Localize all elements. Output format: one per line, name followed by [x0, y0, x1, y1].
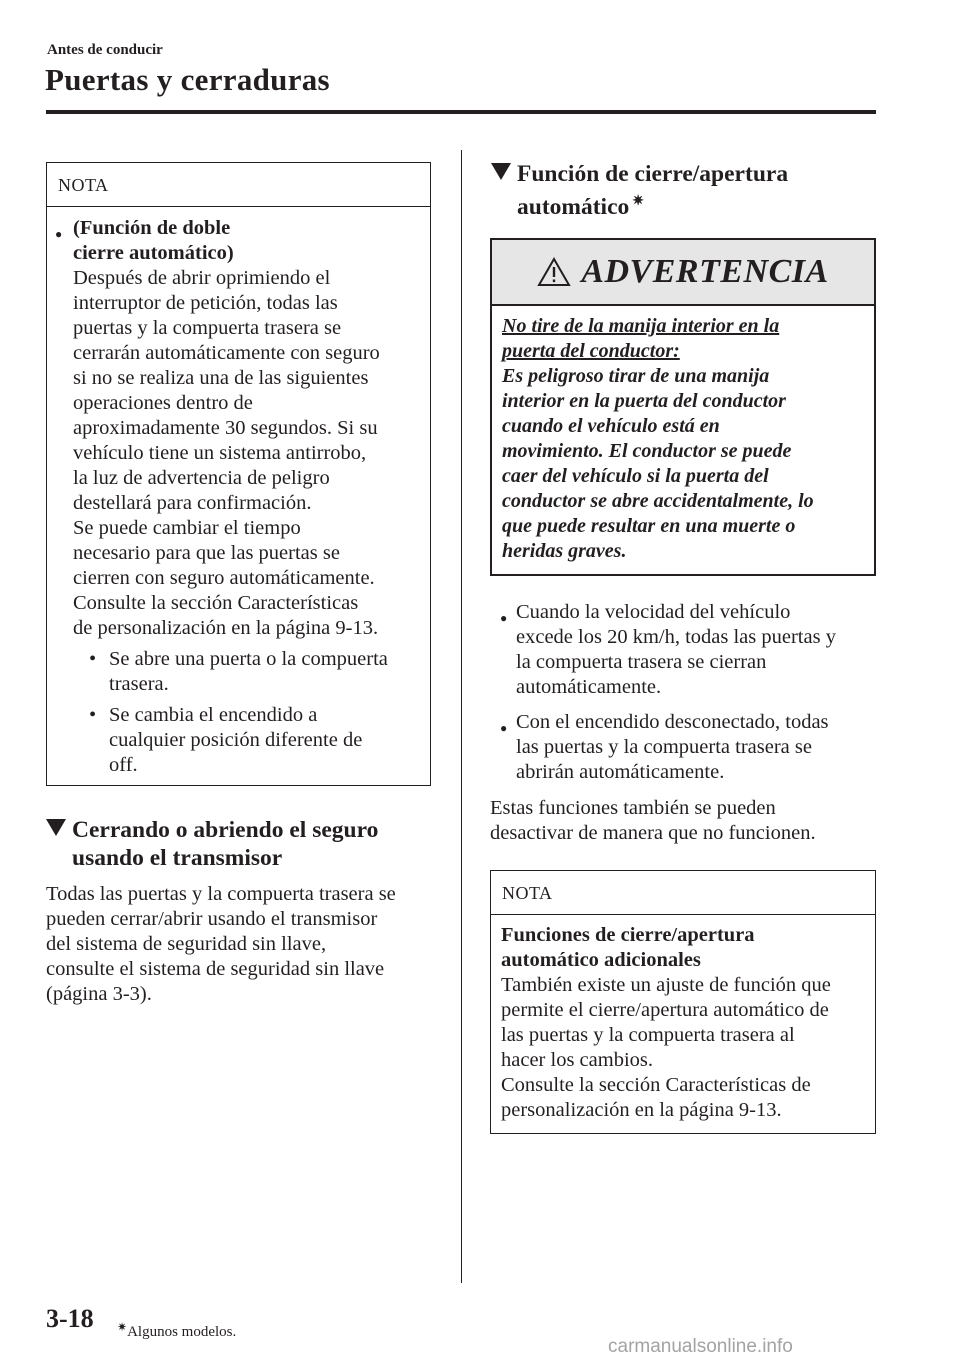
note-item-title: (Función de doble cierre automático) [73, 217, 234, 264]
footnote [117, 1320, 236, 1341]
text-line: del sistema de seguridad sin llave, [46, 933, 327, 955]
text-line: cuando el vehículo está en [502, 415, 720, 437]
text-line: Consulte la sección Características de [501, 1074, 811, 1096]
note-label: NOTA [491, 871, 875, 915]
text-line: la luz de advertencia de peligro [73, 467, 330, 489]
text-line: las puertas y la compuerta trasera al [501, 1024, 795, 1046]
text-line: hacer los cambios. [501, 1049, 653, 1071]
note-sub-item [73, 647, 422, 697]
text-line: interruptor de petición, todas las [73, 292, 338, 314]
text-line: heridas graves. [502, 540, 627, 562]
note-sub-list [73, 647, 422, 778]
section-title-line: automático [517, 193, 630, 220]
text-line: consulte el sistema de seguridad sin llave [46, 958, 385, 980]
warning-title: ADVERTENCIA [581, 253, 829, 290]
text-line: personalización en la página 9-13. [501, 1099, 782, 1121]
page-title: Puertas y cerraduras [45, 62, 330, 97]
section-title-line: usando el transmisor [72, 845, 283, 871]
text-line: cualquier posición diferente de [109, 729, 363, 751]
text-line: Cuando la velocidad del vehículo [516, 601, 791, 623]
text-line: que puede resultar en una muerte o [502, 515, 796, 537]
text-line: Estas funciones también se pueden [490, 797, 776, 819]
page-number: 3-18 [46, 1304, 94, 1333]
text-line: de personalización en la página 9-13. [73, 617, 379, 639]
some-models-mark: ✷ [632, 194, 644, 209]
note-box-double-lock [46, 162, 431, 786]
text-line: necesario para que las puertas se [73, 542, 340, 564]
text-line: desactivar de manera que no funcionen. [490, 822, 816, 844]
list-item [490, 710, 880, 785]
text-line: aproximadamente 30 segundos. Si su [73, 417, 378, 439]
note-title [501, 923, 867, 973]
text-line: cierren con seguro automáticamente. [73, 567, 375, 589]
list-item [490, 600, 880, 700]
footnote-text: Algunos modelos. [127, 1324, 237, 1340]
section-title-line: Función de cierre/apertura [517, 161, 789, 187]
text-line: (página 3-3). [46, 983, 152, 1005]
text-line: También existe un ajuste de función que [501, 974, 831, 996]
text-line: permite el cierre/apertura automático de [501, 999, 829, 1021]
text-line: abrirán automáticamente. [516, 761, 725, 783]
note-list-item [47, 216, 422, 778]
text-line: trasera. [109, 673, 169, 695]
warning-box [490, 238, 876, 576]
text-line: las puertas y la compuerta trasera se [516, 736, 812, 758]
transmitter-paragraph [46, 882, 446, 1007]
text-line: Todas las puertas y la compuerta trasera se [46, 883, 396, 905]
text-line: puerta del conductor: [502, 340, 680, 362]
text-line: destellará para confirmación. [73, 492, 312, 514]
section-triangle-icon [46, 819, 66, 836]
section-title-line: Cerrando o abriendo el seguro [72, 817, 379, 843]
text-line: Después de abrir oprimiendo el [73, 267, 331, 289]
warning-subtitle [502, 314, 864, 364]
text-line: automáticamente. [516, 676, 662, 698]
text-line: Consulte la sección Características [73, 592, 359, 614]
text-line: Con el encendido desconectado, todas [516, 711, 829, 733]
warning-body [492, 306, 874, 564]
auto-lock-bullets [490, 600, 880, 795]
text-line: pueden cerrar/abrir usando el transmisor [46, 908, 378, 930]
bullet-icon: ● [55, 227, 63, 241]
text-line: automático adicionales [501, 949, 701, 971]
text-line: operaciones dentro de [73, 392, 253, 414]
text-line: conductor se abre accidentalmente, lo [502, 490, 814, 512]
bullet-icon: ● [500, 721, 508, 735]
text-line: off. [109, 754, 138, 776]
section-triangle-icon [491, 163, 511, 180]
note-sub-item [73, 703, 422, 778]
text-line: Funciones de cierre/apertura [501, 924, 755, 946]
bullet-icon: • [89, 704, 97, 726]
section-title-transmitter [46, 816, 378, 872]
note-label: NOTA [47, 163, 430, 207]
warning-header [492, 240, 874, 306]
text-line: la compuerta trasera se cierran [516, 651, 767, 673]
text-line: Es peligroso tirar de una manija [502, 365, 770, 387]
text-line: excede los 20 km/h, todas las puertas y [516, 626, 836, 648]
column-divider [461, 150, 462, 1283]
text-line: caer del vehículo si la puerta del [502, 465, 769, 487]
header-rule [46, 110, 876, 114]
text-line: Se puede cambiar el tiempo [73, 517, 301, 539]
note-item-body [73, 266, 422, 641]
watermark: carmanualsonline.info [608, 1336, 793, 1357]
auto-lock-paragraph [490, 796, 880, 846]
warning-triangle-icon [537, 257, 571, 287]
bullet-icon: ● [500, 611, 508, 625]
text-line: Se cambia el encendido a [109, 704, 318, 726]
text-line: Se abre una puerta o la compuerta [109, 648, 388, 670]
text-line: No tire de la manija interior en la [502, 315, 780, 337]
note-body [501, 973, 867, 1123]
bullet-icon: • [89, 648, 97, 670]
warning-text [502, 364, 864, 564]
text-line: interior en la puerta del conductor [502, 390, 786, 412]
section-label: Antes de conducir [47, 42, 163, 58]
text-line: cerrarán automáticamente con seguro [73, 342, 380, 364]
text-line: puertas y la compuerta trasera se [73, 317, 342, 339]
note-box-additional [490, 870, 876, 1134]
section-title-auto-lock [491, 160, 788, 221]
text-line: movimiento. El conductor se puede [502, 440, 792, 462]
some-models-mark: ✷ [117, 1320, 128, 1334]
text-line: vehículo tiene un sistema antirrobo, [73, 442, 367, 464]
text-line: si no se realiza una de las siguientes [73, 367, 369, 389]
